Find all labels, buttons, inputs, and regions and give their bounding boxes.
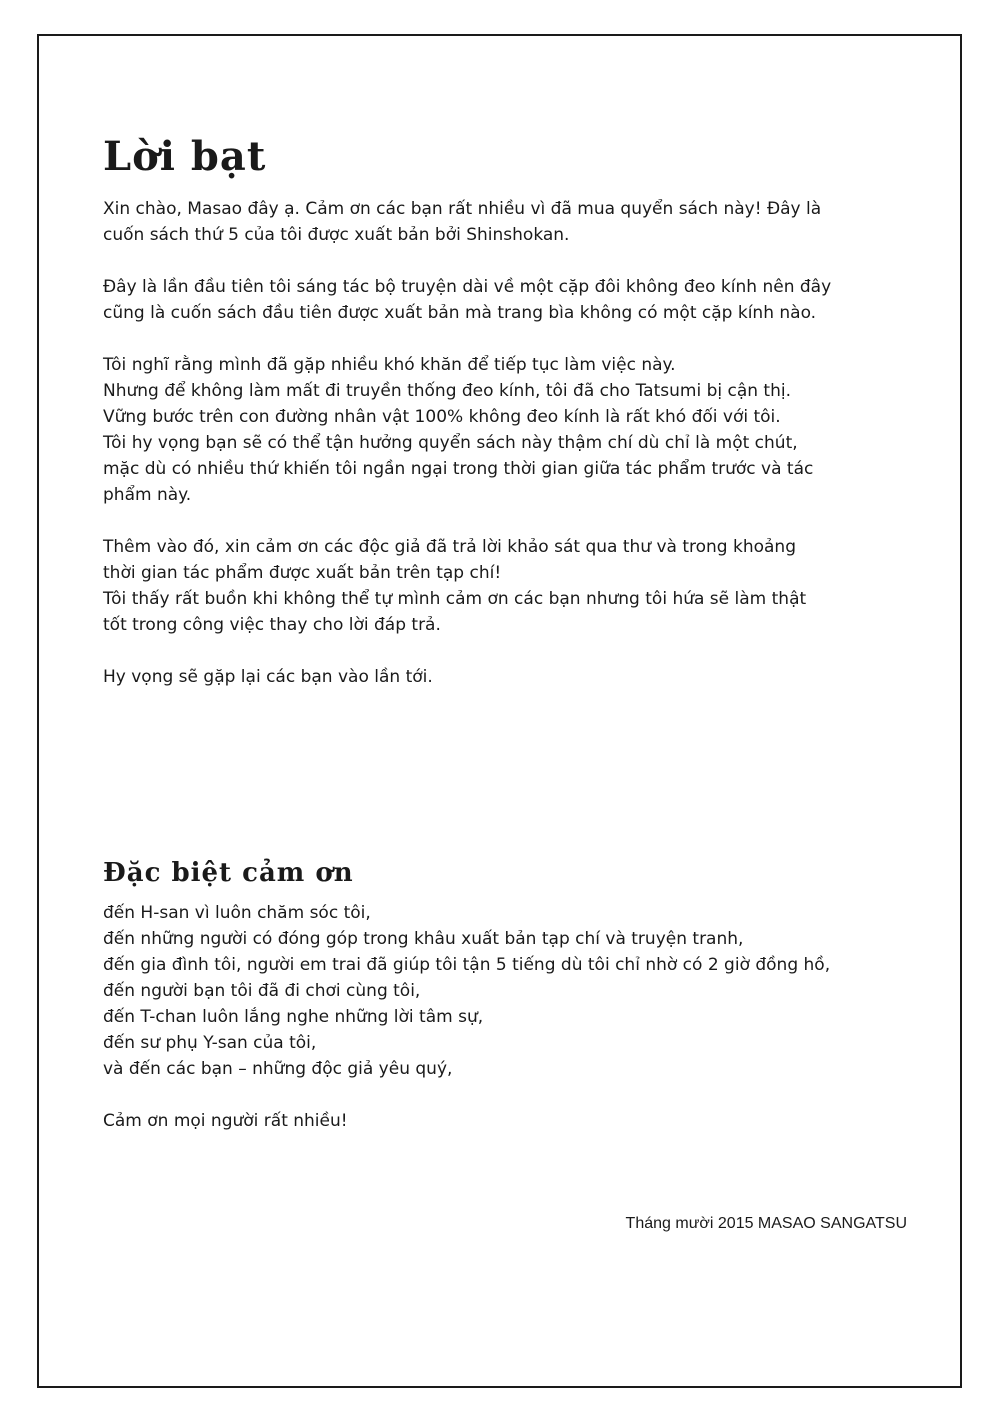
thanks-line: và đến các bạn – những độc giả yêu quý, [103,1059,453,1079]
afterword-paragraph [103,534,923,638]
text-line: cuốn sách thứ 5 của tôi được xuất bản bởi Shinshokan. [103,225,570,245]
text-line: Đây là lần đầu tiên tôi sáng tác bộ truyện dài về một cặp đôi không đeo kính nên đây [103,277,832,297]
thanks-line: đến sư phụ Y-san của tôi, [103,1033,317,1053]
closing-line: Cảm ơn mọi người rất nhiều! [103,1111,348,1131]
special-thanks-title: Đặc biệt cảm ơn [103,858,354,888]
thanks-line: đến H-san vì luôn chăm sóc tôi, [103,903,371,923]
text-line: thời gian tác phẩm được xuất bản trên tạp chí! [103,563,502,583]
special-thanks-body [103,900,923,1134]
text-line: Tôi nghĩ rằng mình đã gặp nhiều khó khăn để tiếp tục làm việc này. [103,355,676,375]
afterword-title: Lời bạt [103,133,267,180]
thanks-list [103,900,923,1082]
thanks-line: đến những người có đóng góp trong khâu xuất bản tạp chí và truyện tranh, [103,929,744,949]
author-signature: Tháng mười 2015 MASAO SANGATSU [625,1215,907,1232]
text-line: Vững bước trên con đường nhân vật 100% không đeo kính là rất khó đối với tôi. [103,407,781,427]
thanks-line: đến T-chan luôn lắng nghe những lời tâm sự, [103,1007,484,1027]
thanks-line: đến gia đình tôi, người em trai đã giúp tôi tận 5 tiếng dù tôi chỉ nhờ có 2 giờ đồng hồ, [103,955,831,975]
text-line: mặc dù có nhiều thứ khiến tôi ngần ngại trong thời gian giữa tác phẩm trước và tác [103,459,814,479]
afterword-paragraph [103,664,923,690]
afterword-paragraph [103,196,923,248]
thanks-closing [103,1108,923,1134]
text-line: phẩm này. [103,485,192,505]
afterword-paragraph [103,274,923,326]
thanks-line: đến người bạn tôi đã đi chơi cùng tôi, [103,981,421,1001]
text-line: Tôi hy vọng bạn sẽ có thể tận hưởng quyển sách này thậm chí dù chỉ là một chút, [103,433,798,453]
text-line: Thêm vào đó, xin cảm ơn các độc giả đã trả lời khảo sát qua thư và trong khoảng [103,537,796,557]
text-line: Nhưng để không làm mất đi truyền thống đeo kính, tôi đã cho Tatsumi bị cận thị. [103,381,791,401]
text-line: Tôi thấy rất buồn khi không thể tự mình cảm ơn các bạn nhưng tôi hứa sẽ làm thật [103,589,807,609]
text-line: Xin chào, Masao đây ạ. Cảm ơn các bạn rất nhiều vì đã mua quyển sách này! Đây là [103,199,822,219]
text-line: tốt trong công việc thay cho lời đáp trả. [103,615,441,635]
text-line: cũng là cuốn sách đầu tiên được xuất bản mà trang bìa không có một cặp kính nào. [103,303,817,323]
text-line: Hy vọng sẽ gặp lại các bạn vào lần tới. [103,667,433,687]
afterword-paragraph [103,352,923,508]
afterword-body [103,196,923,690]
